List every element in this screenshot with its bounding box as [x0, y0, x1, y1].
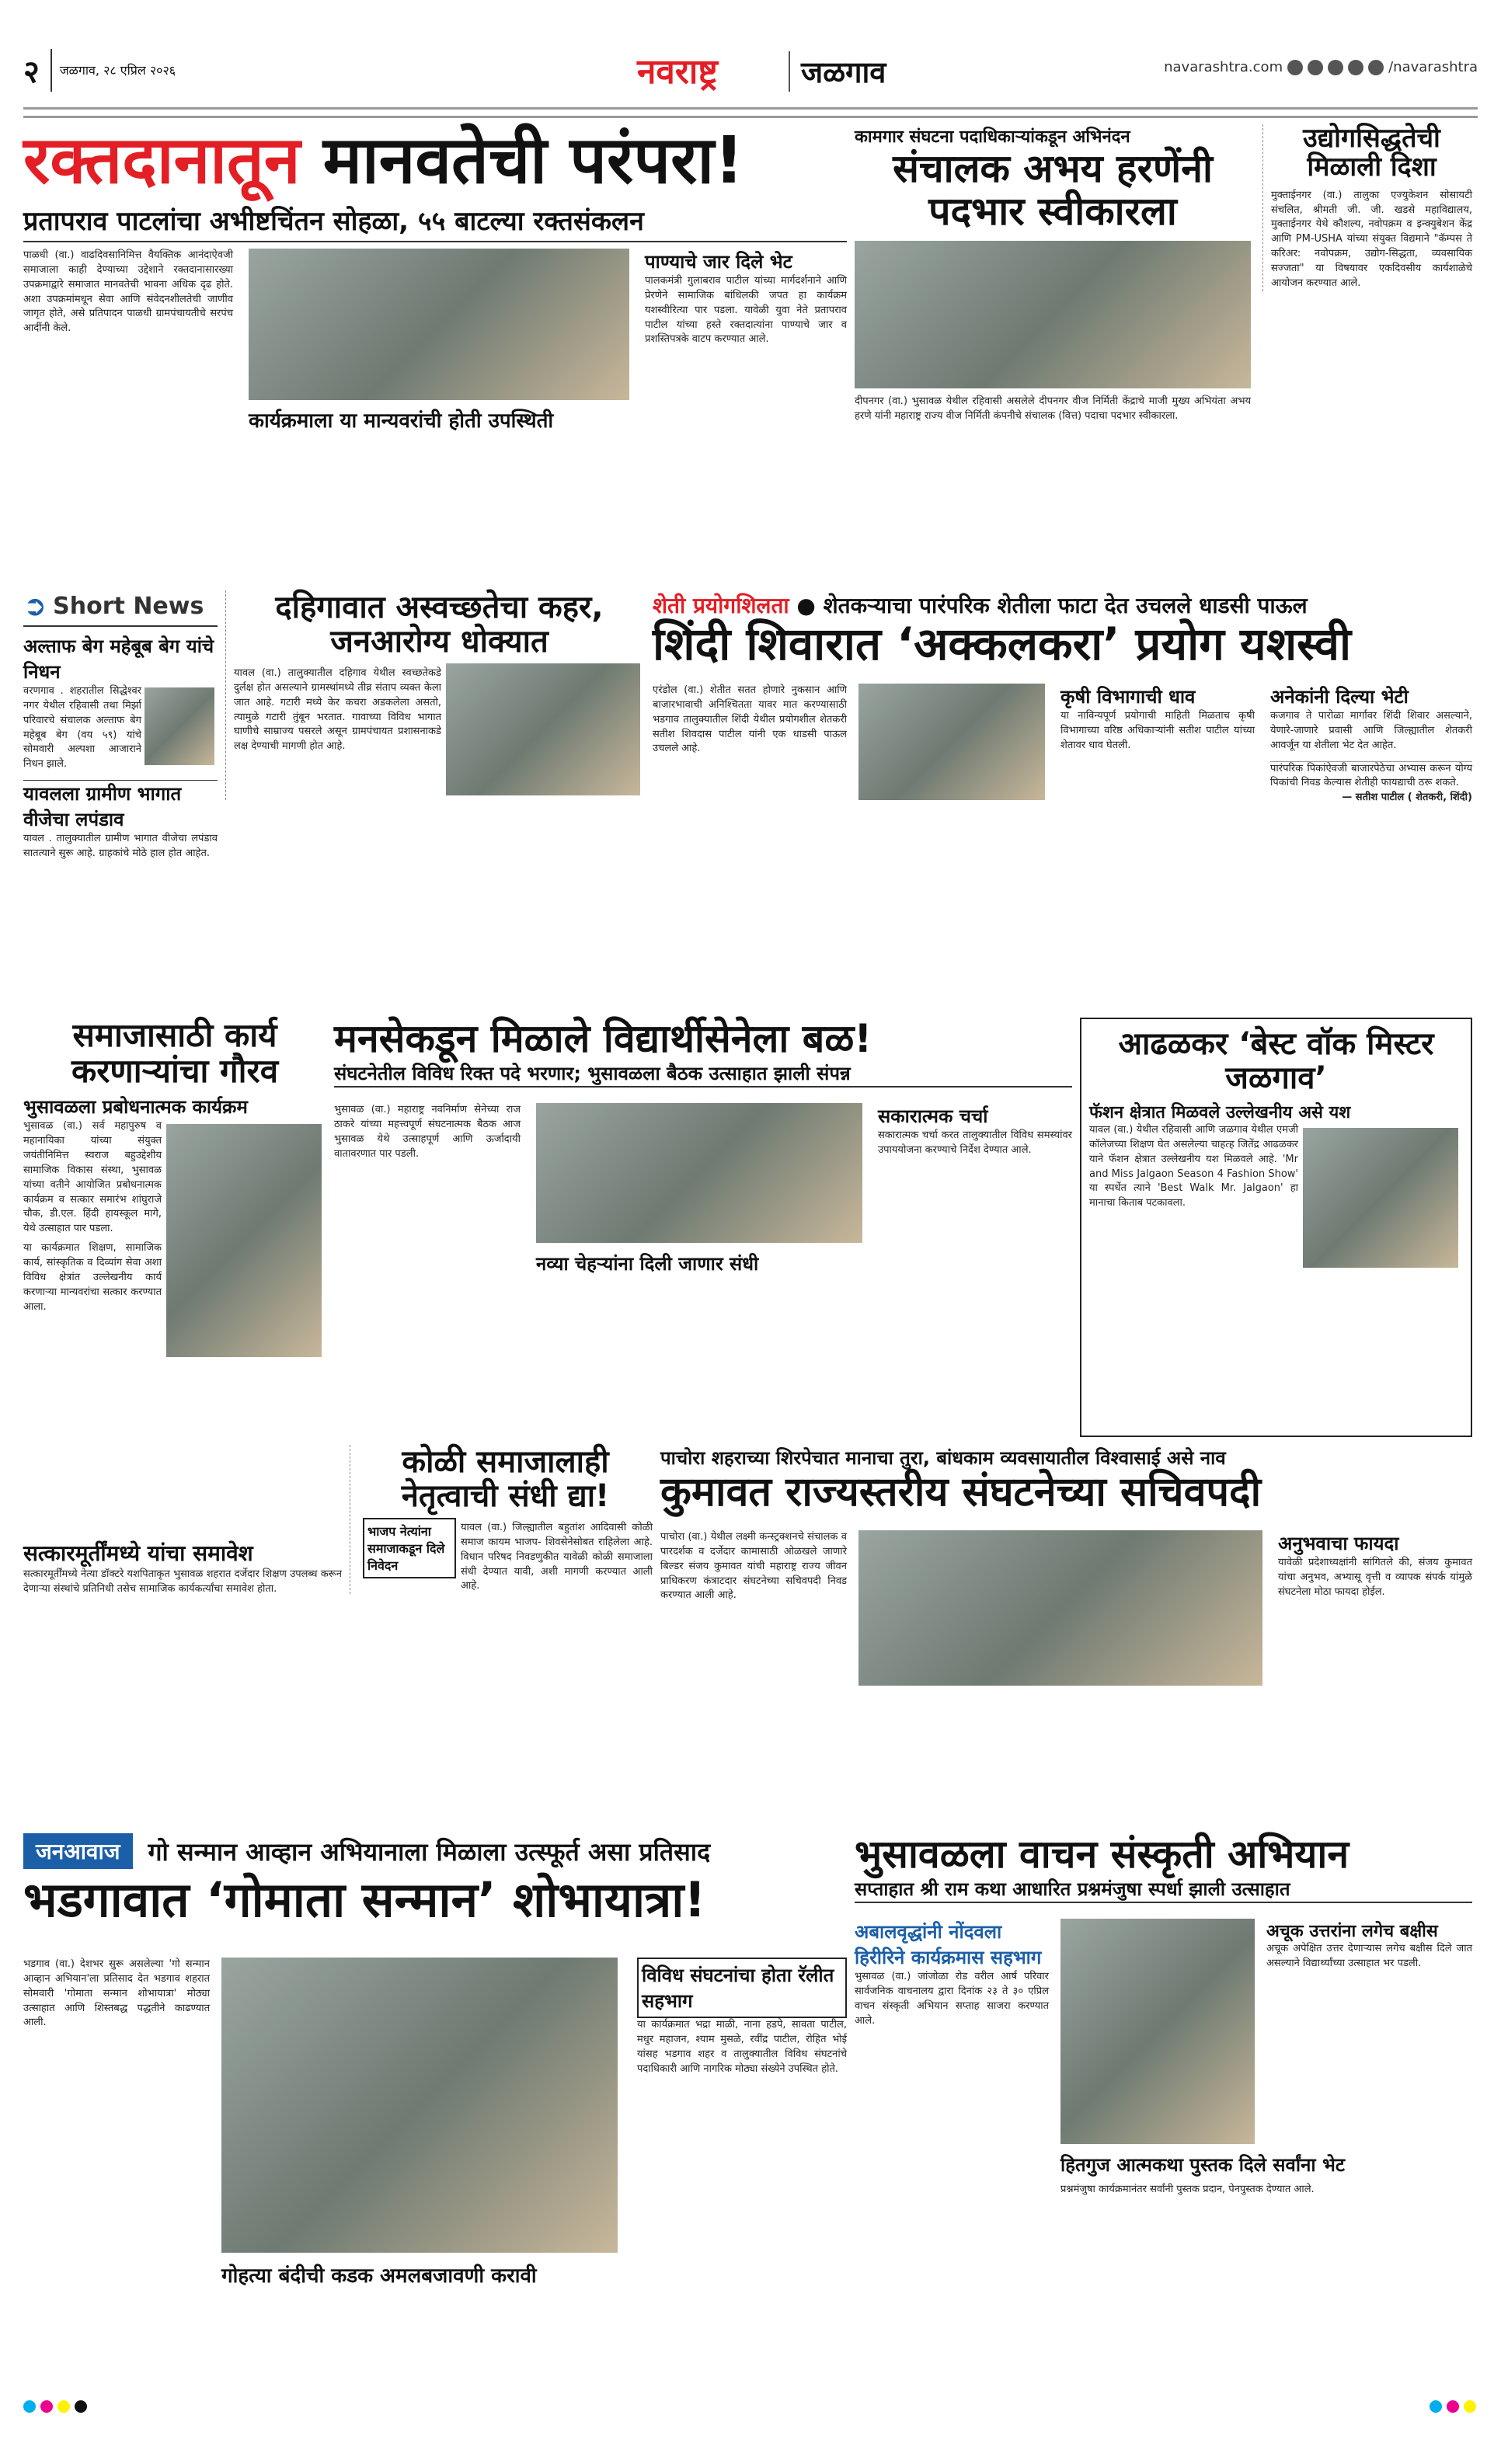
- story-felicitation: [23, 1018, 326, 1362]
- story-honorees: [23, 1538, 342, 1597]
- news-body: वरणगाव . शहरातील सिद्धेश्वर नगर येथील रहिवासी तथा मिर्झा परिवारचे संचालक अल्ताफ बेग महेबूब बेग (वय ५९) यांचे सोमवारी अल्पशा आजाराने निधन झाले.: [23, 685, 141, 771]
- headline: मानवतेची परंपरा!: [322, 122, 744, 198]
- box-title: विविध संघटनांचा होता रॅलीत सहभाग: [637, 1958, 847, 2018]
- photo-caption: नव्या चेहऱ्यांना दिली जाणार संधी: [536, 1253, 759, 1275]
- yellow-dot: [57, 2400, 70, 2413]
- section-title: Short News: [53, 593, 204, 620]
- headline-red: रक्तदानातून: [23, 122, 301, 198]
- headline: सत्कारमूर्तींमध्ये यांचा समावेश: [23, 1540, 253, 1566]
- social-handle: /navarashtra: [1388, 59, 1478, 75]
- meeting-photo: [536, 1103, 862, 1243]
- garbage-photo: [446, 663, 640, 795]
- ceremony-photo: [166, 1124, 322, 1357]
- photo-caption: गोहत्या बंदीची कडक अमलबजावणी करावी: [221, 2264, 537, 2288]
- subheadline: संघटनेतील विविध रिक्त पदे भरणार; भुसावळला बैठक उत्साहात झाली संपन्न: [334, 1060, 1072, 1088]
- headline: शिंदी शिवारात ‘अक्कलकरा’ प्रयोग यशस्वी: [653, 618, 1351, 670]
- cyan-dot: [23, 2400, 36, 2413]
- black-dot: [75, 2400, 87, 2413]
- box-title: भाजप नेत्यांना समाजाकडून दिले निवेदन: [363, 1518, 456, 1578]
- subheadline: भुसावळला प्रबोधनात्मक कार्यक्रम: [23, 1096, 248, 1119]
- side-title: सकारात्मक चर्चा: [878, 1105, 988, 1127]
- cyan-dot: [1430, 2400, 1442, 2413]
- winner-photo: [1303, 1128, 1458, 1268]
- story-blood-donation: [23, 122, 847, 433]
- story-dahigaon: [225, 590, 645, 800]
- arrow-icon: ➲: [23, 590, 47, 622]
- article-body: भुसावळ (वा.) महाराष्ट्र नवनिर्माण सेनेच्या राज ठाकरे यांच्या महत्त्वपूर्ण संघटनात्मक बैठक आज भुसावळ येथे उत्साहपूर्ण आणि ऊर्जादायी वातावरणात पार पडली.: [334, 1104, 521, 1160]
- side-title: अचूक उत्तरांना लगेच बक्षीस: [1266, 1922, 1438, 1941]
- headline: कोळी समाजालाही नेतृत्वाची संधी द्या!: [401, 1444, 610, 1514]
- story-mns: [334, 1016, 1072, 1275]
- news-headline: अल्ताफ बेग महेबूब बेग यांचे निधन: [23, 635, 214, 683]
- magenta-dot: [40, 2400, 53, 2413]
- story-best-walk: [1080, 1018, 1472, 1437]
- article-body: भडगाव (वा.) देशभर सुरू असलेल्या 'गो सन्मान आव्हान अभियान'ला प्रतिसाद देत भडगाव शहरात सोमवारी 'गोमाता सन्मान शोभायात्रा' मोठ्या उत्साहात आणि शिस्तबद्ध पद्धतीने काढण्यात आली.: [23, 1958, 210, 2029]
- news-headline: यावलला ग्रामीण भागात वीजेचा लपंडाव: [23, 780, 218, 832]
- edition-name: जळगाव: [789, 51, 886, 92]
- article-body: भुसावळ (वा.) सर्व महापुरुष व महानायिका यांच्या संयुक्त जयंतीनिमित्त स्वराज बहुउद्देशीय सामाजिक विकास संस्था, भुसावळ यांच्या वतीने आयोजित प्रबोधनात्मक कार्यक्रम व सत्कार समारंभ शांघुराजे चौक, डी.एल. हिंदी हायस्कूल मागे, येथे उत्साहात पार पडला.: [23, 1120, 162, 1235]
- felicitation-photo: [858, 1530, 1262, 1686]
- box-body: कजगाव ते पारोळा मार्गावर शिंदी शिवार असल्याने, येणारे-जाणारे प्रवासी आणि जिल्ह्यातील शेतकरी आवर्जून या शेतीला भेट देत आहेत.: [1270, 710, 1472, 751]
- box-title: अनेकांनी दिल्या भेटी: [1270, 686, 1409, 708]
- article-body: पाळधी (वा.) वाढदिवसानिमित्त वैयक्तिक आनंदाऐवजी समाजाला काही देण्याच्या उद्देशाने रक्तदानासारख्या उपक्रमाद्वारे समाजात मानवतेची भावना अधिक दृढ होते. अशा उपक्रमांमधून सेवा आणि संवेदनशीलतेची जाणीव जागृत होते, असे प्रतिपादन पाळधी ग्रामपंचायतीचे सरपंच आदींनी केले.: [23, 249, 233, 335]
- photo-caption: कार्यक्रमाला या मान्यवरांची होती उपस्थिती: [249, 409, 554, 433]
- news-body: यावल . तालुक्यातील ग्रामीण भागात वीजेचा लपंडाव सातत्याने सुरू आहे. ग्राहकांचे मोठे हाल होत आहेत.: [23, 833, 218, 859]
- side-body: पालकमंत्री गुलाबराव पाटील यांच्या मार्गदर्शनाने आणि प्रेरणेने सामाजिक बांधिलकी जपत हा कार्यक्रम यशस्वीरित्या पार पडला. यावेळी युवा नेते प्रतापराव पाटील यांच्या हस्ते रक्तदात्यांना पाण्याचे जार व प्रशस्तिपत्रके वाटप करण्यात आले.: [645, 275, 847, 346]
- color-registration-marks: [23, 2400, 87, 2413]
- box-title: अबालवृद्धांनी नोंदवला हिरीरिने कार्यक्रमास सहभाग: [855, 1921, 1042, 1968]
- story-kumavat: [660, 1445, 1472, 1602]
- section-label: जनआवाज: [23, 1833, 133, 1869]
- headline: दहिगावात अस्वच्छतेचा कहर, जनआरोग्य धोक्यात: [275, 590, 604, 660]
- article-body: यावल (वा.) येथील रहिवासी आणि जळगाव येथील एमजी कॉलेजच्या शिक्षण घेत असलेल्या चाहत्ह जितेंद्र आढळकर याने फॅशन क्षेत्रात उल्लेखनीय यश मिळवले आहे. 'Mr and Miss Jalgaon Season 4 Fashion Show' या स्पर्धेत त्याने 'Best Walk Mr. Jalgaon' हा मानाचा किताब पटकावला.: [1089, 1124, 1298, 1209]
- photo-caption: हितगुज आत्मकथा पुस्तक दिले सर्वांना भेट: [1060, 2154, 1345, 2176]
- caption-body: प्रश्नमंजुषा कार्यक्रमानंतर सर्वांनी पुस्तक प्रदान, पेनपुस्तक देण्यात आले.: [1060, 2184, 1315, 2195]
- side-title: अनुभवाचा फायदा: [1278, 1533, 1399, 1554]
- site-info: [1164, 59, 1478, 75]
- page-number: २: [23, 49, 52, 92]
- side-body: सकारात्मक चर्चा करत तालुक्यातील विविध समस्यांवर उपाययोजना करण्याचे निर्देश देण्यात आले.: [878, 1129, 1072, 1156]
- story-industry-readiness: [1262, 124, 1472, 291]
- box-body: या कार्यक्रमात भद्रा माळी, नाना हडपे, सावता पाटील, मधुर महाजन, श्याम मुसळे, रवींद्र पाटील, रोहित भोई यांसह भडगाव शहर व तालुक्यातील विविध संघटनांचे पदाधिकारी आणि नागरिक मोठ्या संख्येने उपस्थित होते.: [637, 2019, 847, 2075]
- headline: आढळकर ‘बेस्ट वॉक मिस्टर जळगाव’: [1118, 1026, 1434, 1096]
- x-icon[interactable]: [1328, 60, 1343, 75]
- story-gomata: [23, 1833, 847, 2288]
- field-photo: [858, 684, 1045, 800]
- headline: कुमावत राज्यस्तरीय संघटनेच्या सचिवपदी: [660, 1469, 1262, 1516]
- color-registration-marks: [1430, 2400, 1476, 2413]
- facebook-icon[interactable]: [1287, 60, 1303, 75]
- headline: मनसेकडून मिळाले विद्यार्थीसेनेला बळ!: [334, 1016, 872, 1061]
- side-body: अचूक अपेक्षित उत्तर देणाऱ्यास लगेच बक्षीस दिले जात असल्याने विद्यार्थ्यांच्या उत्साहात भर पडली.: [1266, 1943, 1472, 1969]
- youtube-icon[interactable]: [1348, 60, 1363, 75]
- article-body: मुक्ताईनगर (वा.) तालुका एज्युकेशन सोसायटी संचलित, श्रीमती जी. जी. खडसे महाविद्यालय, मुक्ताईनगर येथे कौशल्य, नवोपक्रम व इन्क्युबेशन केंद्र आणि PM-USHA यांच्या संयुक्त विद्यमाने "कॅम्पस ते करिअर: नवोपक्रम, उद्योग-सिद्धता, व्यवसायिक सज्जता" या विषयावर एकदिवसीय कार्यशाळेचे आयोजन करण्यात आले.: [1271, 189, 1472, 289]
- website-link[interactable]: navarashtra.com: [1164, 59, 1283, 75]
- box-body: या नाविन्यपूर्ण प्रयोगाची माहिती मिळताच कृषी विभागाच्या वरिष्ठ अधिकाऱ्यांनी सतीश पाटील यांच्या शेतावर धाव घेतली.: [1060, 710, 1255, 751]
- subheadline: सप्ताहात श्री राम कथा आधारित प्रश्नमंजुषा स्पर्धा झाली उत्साहात: [855, 1876, 1472, 1903]
- portrait-photo: [145, 687, 214, 765]
- quiz-photo: [1060, 1919, 1255, 2144]
- event-photo: [249, 249, 629, 400]
- side-body: यावेळी प्रदेशाध्यक्षांनी सांगितले की, संजय कुमावत यांचा अनुभव, अभ्यासू वृत्ती व व्यापक संपर्क यांमुळे संघटनेला मोठा फायदा होईल.: [1278, 1557, 1472, 1598]
- felicitation-photo: [855, 241, 1251, 388]
- magenta-dot: [1447, 2400, 1459, 2413]
- article-body: यावल (वा.) जिल्ह्यातील बहुतांश आदिवासी कोळी समाज कायम भाजप- शिवसेनेसोबत राहिलेला आहे. विधान परिषद निवडणुकीत यावेळी कोळी समाजाला संधी देण्यात यावी, अशी मागणी करण्यात आली आहे.: [461, 1522, 653, 1592]
- procession-photo: [221, 1958, 618, 2253]
- side-title: पाण्याचे जार दिले भेट: [645, 251, 792, 273]
- article-body: सत्कारमूर्तींमध्ये नेत्या डॉक्टरे यशपिताकृत भुसावळ शहरात दर्जेदार शिक्षण उपलब्ध करून देणाऱ्या संस्थांचे प्रतिनिधी तसेच सामाजिक कार्यकर्त्यांचा समावेश होता.: [23, 1568, 342, 1595]
- article-body: एरंडोल (वा.) शेतीत सतत होणारे नुकसान आणि बाजारभावाची अनिश्चितता यावर मात करण्यासाठी भडगाव तालुक्यातील शिंदी येथील प्रयोगशील शेतकरी सतीश शिवदास पाटील यांनी एक धाडसी पाऊल उचलले आहे.: [653, 684, 847, 755]
- yellow-dot: [1464, 2400, 1476, 2413]
- article-body: दीपनगर (वा.) भुसावळ येथील रहिवासी असलेले दीपनगर वीज निर्मिती केंद्राचे माजी मुख्य अभियंता अभय हरणे यांनी महाराष्ट्र राज्य वीज निर्मिती कंपनीचे संचालक (वित्त) पदाचा पदभार स्वीकारला.: [855, 395, 1251, 422]
- box-title: कृषी विभागाची धाव: [1060, 686, 1196, 708]
- instagram-icon[interactable]: [1308, 60, 1323, 75]
- masthead: [23, 47, 1478, 93]
- article-extra: या कार्यक्रमात शिक्षण, सामाजिक कार्य, सांस्कृतिक व दिव्यांग सेवा अशा विविध क्षेत्रांत उल्लेखनीय कार्य करणाऱ्या मान्यवरांचा सत्कार करण्यात आला.: [23, 1242, 162, 1313]
- headline: समाजासाठी कार्य करणाऱ्यांचा गौरव: [71, 1016, 279, 1091]
- short-news: [23, 590, 218, 861]
- kicker: शेतकऱ्याचा पारंपरिक शेतीला फाटा देत उचलले धाडसी पाऊल: [823, 593, 1308, 618]
- edition-date: जळगाव, २८ एप्रिल २०२६: [59, 63, 176, 78]
- linkedin-icon[interactable]: [1368, 60, 1384, 75]
- article-body: भुसावळ (वा.) जांजोळा रोड वरील आर्ष परिवार सार्वजनिक वाचनालय द्वारा दिनांक २३ ते ३० एप्रिल वाचन संस्कृती अभियान सप्ताह साजरा करण्यात आले.: [855, 1971, 1049, 2027]
- headline: भुसावळला वाचन संस्कृती अभियान: [855, 1832, 1350, 1877]
- newspaper-logo: नवराष्ट्र: [637, 52, 718, 92]
- article-body: पाचोरा (वा.) येथील लक्ष्मी कन्स्ट्रक्शनचे संचालक व पारदर्शक व दर्जेदार कामासाठी ओळखले जाणारे बिल्डर संजय कुमावत यांची महाराष्ट्र राज्य जीवन प्राधिकरण कंत्राटदार संघटनेच्या सचिवपदी निवड करण्यात आली आहे.: [660, 1531, 847, 1602]
- story-abhay-harne: [855, 124, 1251, 424]
- quote-attribution: — सतीश पाटील ( शेतकरी, शिंदी): [1342, 792, 1472, 804]
- kicker: गो सन्मान आव्हान अभियानाला मिळाला उत्स्फूर्त असा प्रतिसाद: [148, 1836, 711, 1867]
- farmer-quote: पारंपरिक पिकांऐवजी बाजारपेठेचा अभ्यास करून योग्य पिकांची निवड केल्यास शेतीही फायद्याची ठरू शकते.: [1270, 761, 1472, 792]
- kicker-red: शेती प्रयोगशिलता: [653, 593, 789, 618]
- headline: उद्योगसिद्धतेची मिळाली दिशा: [1303, 123, 1440, 183]
- article-body: यावल (वा.) तालुक्यातील दहिगाव येथील स्वच्छतेकडे दुर्लक्ष होत असल्याने ग्रामस्थांमध्ये तीव्र संताप व्यक्त केला जात आहे. गटारी मध्ये केर कचरा अडकलेला असतो, त्यामुळे गटारी तुंबून भरतात. गावाच्या विविध भागात घाणीचे साम्राज्य पसरले असून ग्रामपंचायत प्रशासनाकडे लक्ष देण्याची मागणी होत आहे.: [234, 667, 441, 753]
- story-koli-community: [350, 1445, 653, 1594]
- subheadline: प्रतापराव पाटलांचा अभीष्टचिंतन सोहळा, ५५ बाटल्या रक्तसंकलन: [23, 202, 847, 242]
- headline: भडगावात ‘गोमाता सन्मान’ शोभायात्रा!: [23, 1871, 706, 1928]
- subheadline: फॅशन क्षेत्रात मिळवले उल्लेखनीय असे यश: [1089, 1103, 1351, 1122]
- story-reading-culture: [855, 1832, 1472, 2195]
- kicker: पाचोरा शहराच्या शिरपेचात मानाचा तुरा, बांधकाम व्यवसायातील विश्वासाई असे नाव: [660, 1447, 1226, 1469]
- story-akkalkara: शेती प्रयोगशिलता ● शेतकऱ्याचा पारंपरिक शेतीला फाटा देत उचलले धाडसी पाऊल शिंदी शिवारात ‘अक्कलकरा’ प्रयोग यशस्वी एरंडोल (वा.) शेतीत सतत होणारे नुकसान आणि बाजारभावाची अनिश्चितता यावर मात करण्यासाठी भडगाव तालुक्यातील शिंदी येथील प्रयोगशील शेतकरी सतीश शिवदास पाटील यांनी एक धाडसी पाऊल उचलले आहे. कृषी विभागाची धाव या नाविन्यपूर्ण प्रयोगाची माहिती मिळताच कृषी विभागाच्या वरिष्ठ अधिकाऱ्यांनी सतीश पाटील यांच्या शेतावर धाव घेतली. अनेकांनी दिल्या भेटी कजगाव ते पारोळा मार्गावर शिंदी शिवार असल्याने, येणारे-जाणारे प्रवासी आणि जिल्ह्यातील शेतकरी आवर्जून या शेतीला भेट देत आहेत. पारंपरिक पिकांऐवजी बाजारपेठेचा अभ्यास करून योग्य पिकांची निवड केल्यास शेतीही फायद्याची ठरू शकते. — सतीश पाटील ( शेतकरी, शिंदी): [653, 590, 1472, 670]
- kicker: कामगार संघटना पदाधिकाऱ्यांकडून अभिनंदन: [855, 127, 1130, 147]
- headline: संचालक अभय हरणेंनी पदभार स्वीकारला: [893, 146, 1213, 234]
- header-rule: [23, 107, 1478, 118]
